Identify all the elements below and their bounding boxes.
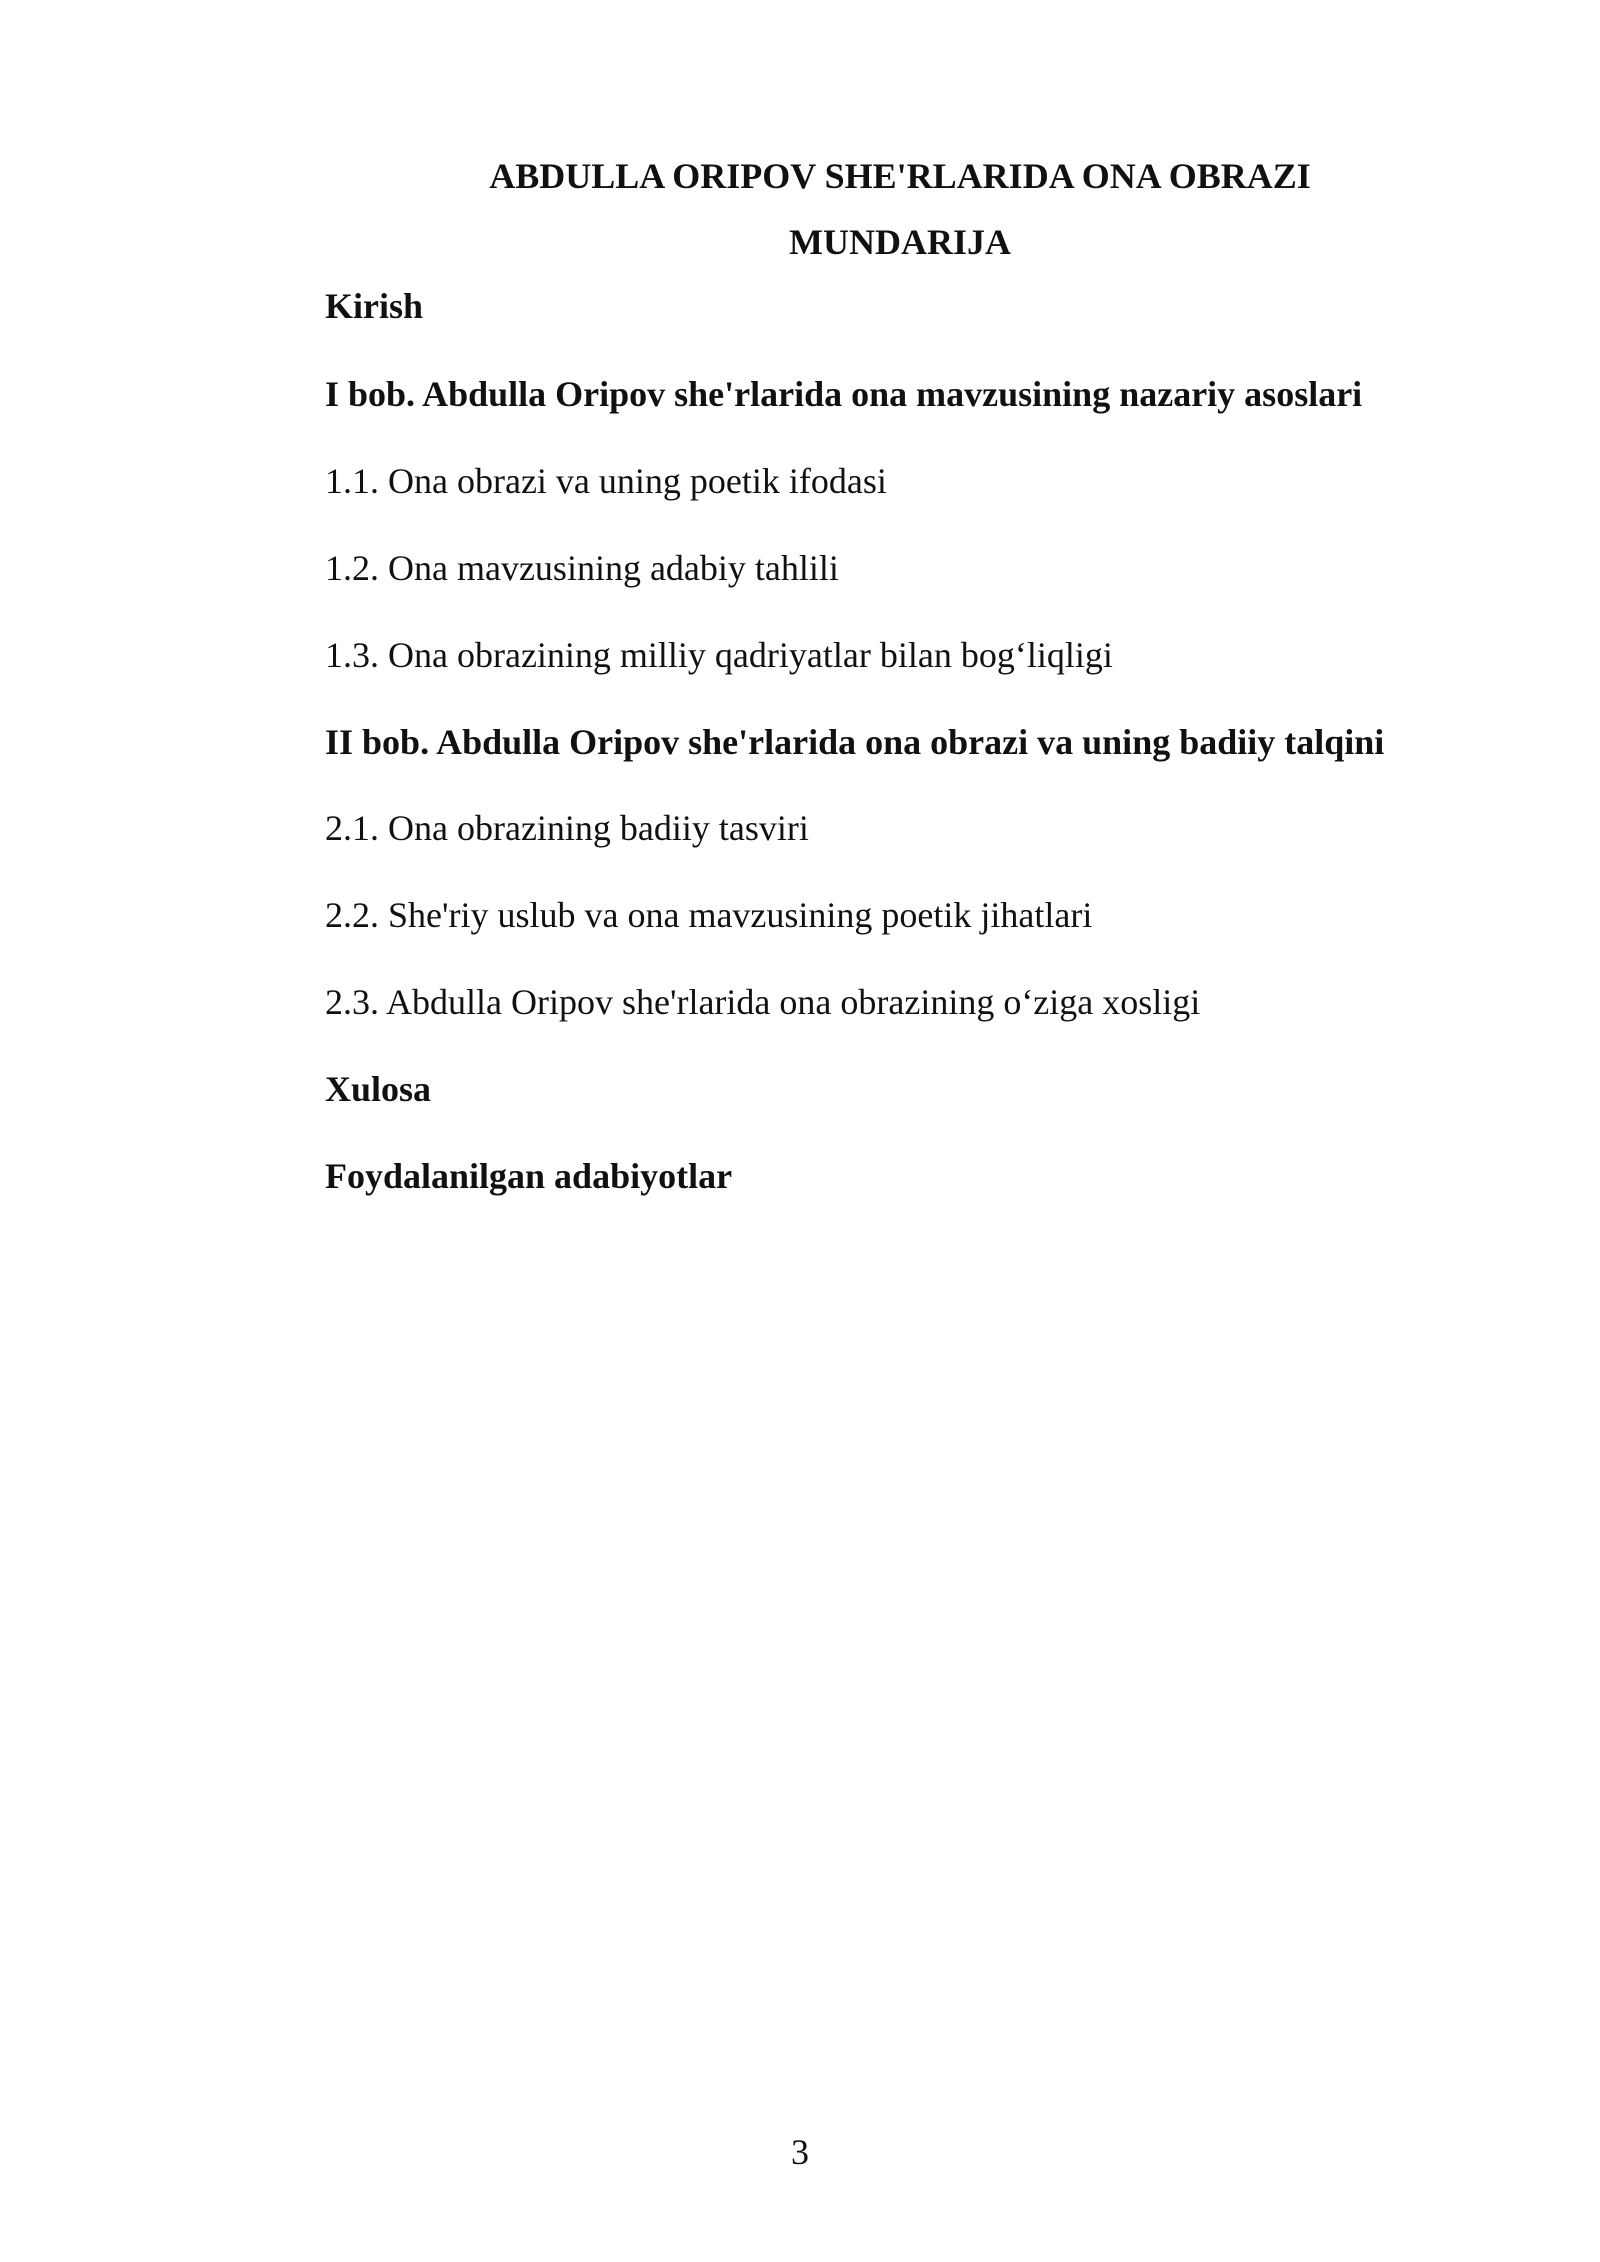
toc-item-references: Foydalanilgan adabiyotlar — [325, 1156, 733, 1197]
toc-item-kirish: Kirish — [325, 286, 424, 326]
toc-item-section-2-2: 2.2. She'riy uslub va ona mavzusining poetik jihatlari — [325, 895, 1093, 936]
toc-item-xulosa: Xulosa — [325, 1069, 432, 1110]
toc-item-chapter-1: I bob. Abdulla Oripov she'rlarida ona mavzusining nazariy asoslari — [325, 374, 1363, 414]
toc-item-section-1-3: 1.3. Ona obrazining milliy qadriyatlar bilan bog‘liqligi — [325, 634, 1113, 675]
table-of-contents — [325, 286, 1525, 1243]
toc-heading: MUNDARIJA — [789, 222, 1011, 262]
document-title: ABDULLA ORIPOV SHE'RLARIDA ONA OBRAZI — [489, 156, 1311, 196]
toc-item-section-2-1: 2.1. Ona obrazining badiiy tasviri — [325, 808, 809, 849]
toc-item-section-1-1: 1.1. Ona obrazi va uning poetik ifodasi — [325, 460, 887, 501]
toc-item-chapter-2: II bob. Abdulla Oripov she'rlarida ona obrazi va uning badiiy talqini — [325, 721, 1385, 762]
toc-item-section-1-2: 1.2. Ona mavzusining adabiy tahlili — [325, 547, 839, 588]
toc-item-section-2-3: 2.3. Abdulla Oripov she'rlarida ona obrazining o‘ziga xosligi — [325, 982, 1201, 1023]
page-number: 3 — [791, 2132, 809, 2172]
